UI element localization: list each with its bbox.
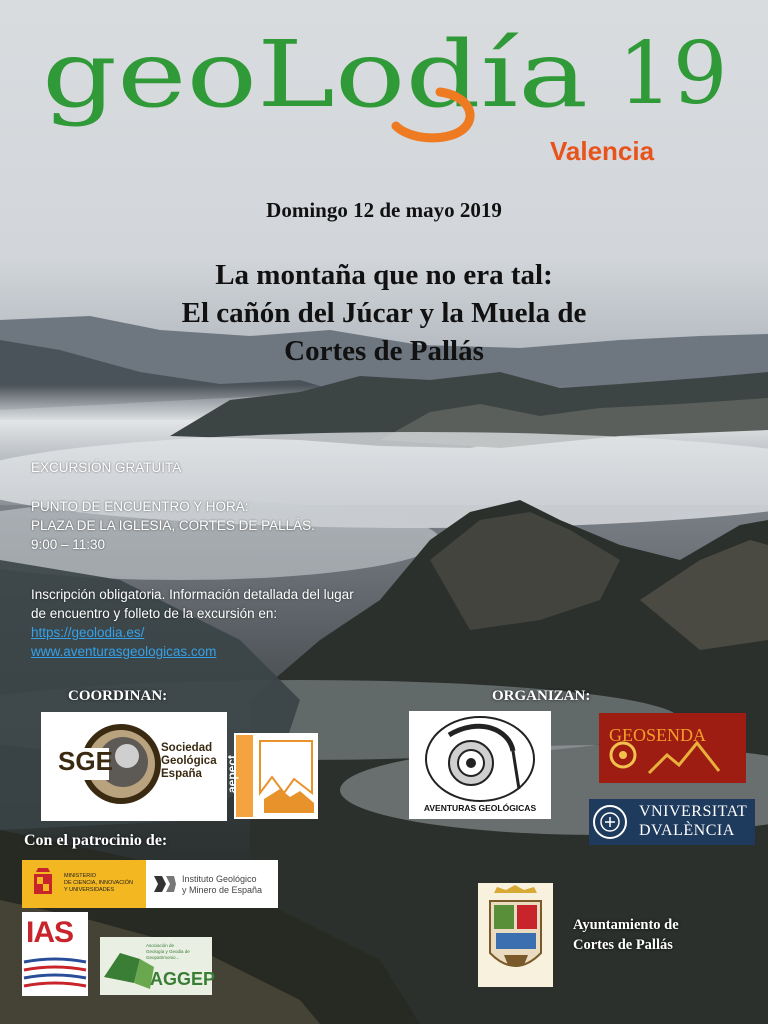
registration-info xyxy=(31,585,354,661)
universitat-valencia-logo xyxy=(589,799,755,845)
aepect-text: aepect xyxy=(225,754,240,794)
aventuras-geologicas-logo xyxy=(409,711,551,819)
event-date: Domingo 12 de mayo 2019 xyxy=(266,198,502,222)
aggep-logo xyxy=(100,937,216,995)
ias-text: IAS xyxy=(26,916,74,949)
uv-line1: VNIVERSITAT xyxy=(639,803,748,820)
sge-name: Sociedad Geológica España xyxy=(161,742,217,780)
uv-line2: DVALÈNCIA xyxy=(639,822,735,839)
aepect-emblem-icon xyxy=(234,733,318,819)
geolodia-logo-year: 19 xyxy=(618,24,728,124)
registration-line: de encuentro y folleto de la excursión en: xyxy=(31,606,278,621)
ministerio-text: MINISTERIO DE CIENCIA, INNOVACIÓN Y UNIVERSIDADES xyxy=(64,873,133,893)
aggep-text: AGGEP xyxy=(150,969,216,989)
organizan-heading: ORGANIZAN: xyxy=(492,688,591,704)
ministerio-igme-logo xyxy=(22,860,278,908)
free-excursion-text: EXCURSIÓN GRATUITA xyxy=(31,460,182,475)
geosenda-logo xyxy=(599,713,746,783)
ayuntamiento-crest xyxy=(478,883,553,987)
spain-coat-of-arms-icon xyxy=(28,868,58,900)
aepect-logo xyxy=(225,733,318,819)
aggep-small-text: Asociación de Geología y Geodia de Geopatrimonio... xyxy=(146,943,190,960)
excursion-title-line: Cortes de Pallás xyxy=(284,335,484,367)
sge-logo xyxy=(41,712,227,821)
geosenda-text: GEOSENDA xyxy=(609,725,706,745)
excursion-title xyxy=(84,256,684,370)
registration-line: Inscripción obligatoria. Información detallada del lugar xyxy=(31,587,354,602)
meeting-info xyxy=(31,497,315,554)
ias-logo xyxy=(22,912,88,996)
patrocinio-heading: Con el patrocinio de: xyxy=(24,832,168,849)
geosenda-sun-icon xyxy=(599,713,746,783)
aventuras-link[interactable]: www.aventurasgeologicas.com xyxy=(31,644,217,659)
ayuntamiento-line: Ayuntamiento de xyxy=(573,917,679,933)
uv-seal-icon xyxy=(589,799,635,845)
cortes-de-pallas-coat-of-arms-icon xyxy=(478,883,553,987)
igme-text: Instituto Geológico y Minero de España xyxy=(182,874,263,895)
ayuntamiento-line: Cortes de Pallás xyxy=(573,937,673,953)
igme-icon xyxy=(152,872,178,896)
meeting-place: PLAZA DE LA IGLESIA, CORTES DE PALLÁS. xyxy=(31,518,315,533)
geolodia-link[interactable]: https://geolodia.es/ xyxy=(31,625,145,640)
city-name: Valencia xyxy=(550,136,655,166)
aventuras-text: AVENTURAS GEOLÓGICAS xyxy=(423,803,537,813)
excursion-title-line: La montaña que no era tal: xyxy=(215,259,553,291)
geolodia-logo-text: geoLodía xyxy=(42,21,588,128)
meeting-label: PUNTO DE ENCUENTRO Y HORA: xyxy=(31,499,249,514)
sge-abbr: SGE xyxy=(58,746,113,776)
meeting-time: 9:00 – 11:30 xyxy=(31,537,106,552)
free-excursion-label xyxy=(31,458,181,477)
ias-field-stripes-icon xyxy=(24,956,86,994)
coordinan-heading: COORDINAN: xyxy=(68,688,168,704)
ayuntamiento-name xyxy=(573,915,679,955)
excursion-title-line: El cañón del Júcar y la Muela de xyxy=(181,297,587,329)
